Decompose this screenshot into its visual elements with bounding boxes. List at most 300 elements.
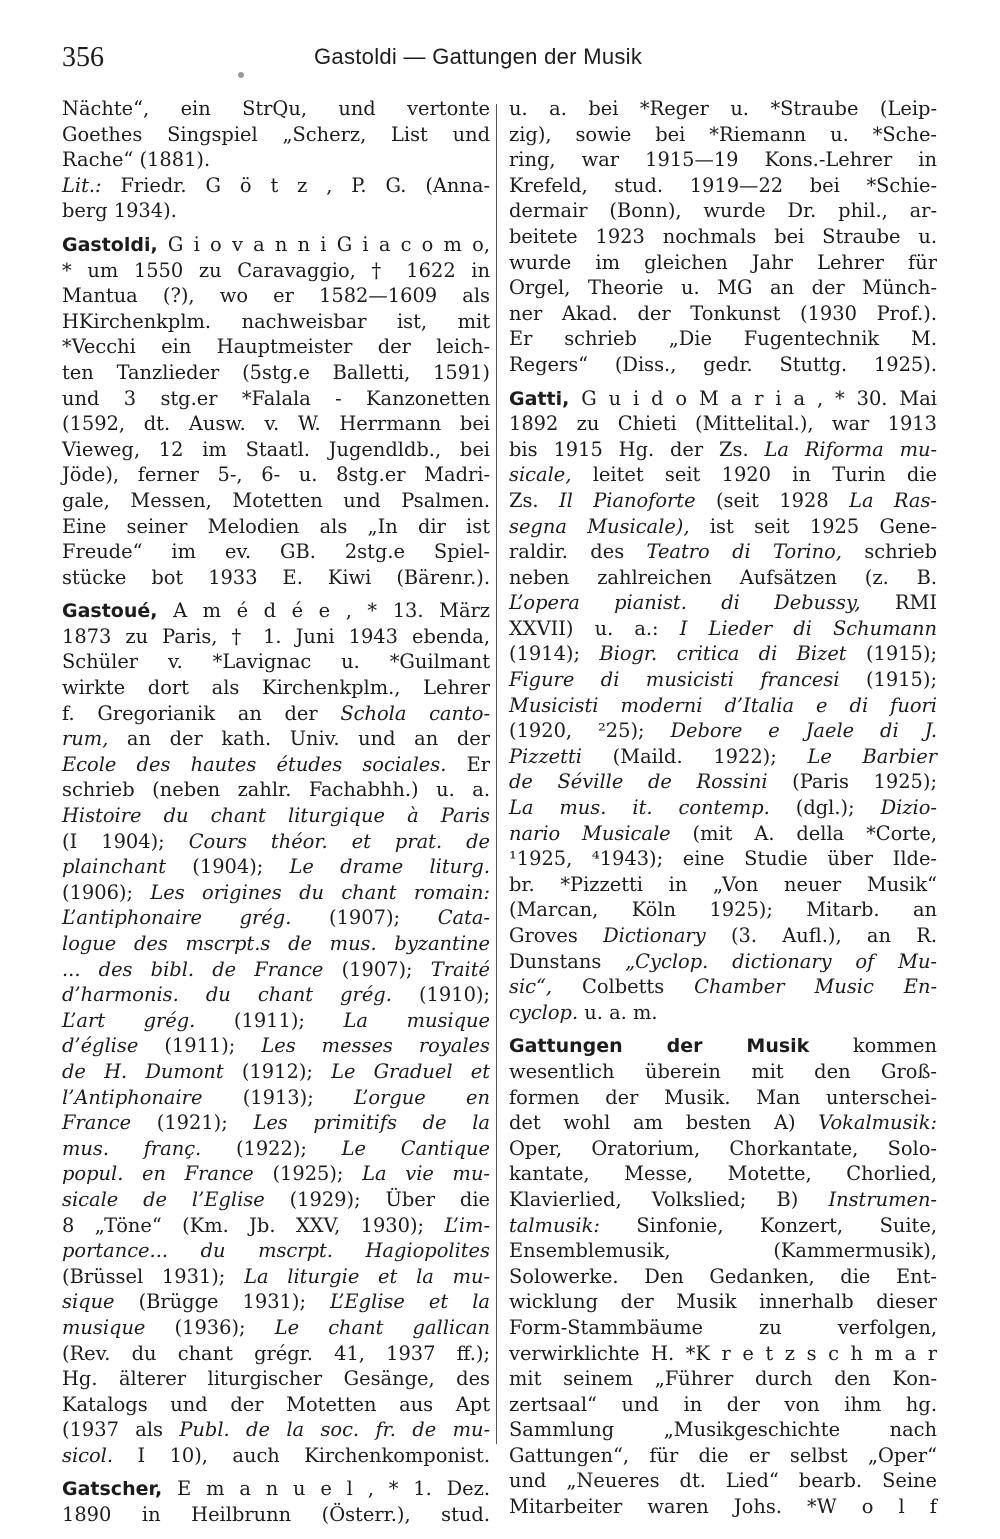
italic-title: Figure di musicisti francesi: [509, 668, 840, 692]
text-line: [509, 1443, 937, 1469]
text-run: (1937 als: [62, 1418, 180, 1442]
italic-title: talmusik:: [509, 1213, 600, 1237]
text-run: berg 1934).: [62, 199, 177, 223]
text-run: leitet seit 1920 in Turin die: [571, 463, 937, 487]
italic-title: La musique: [343, 1008, 490, 1032]
text-line: [62, 411, 490, 437]
text-run: Groves: [509, 924, 604, 947]
text-line: [509, 1161, 937, 1187]
text-run: (Paris 1925);: [767, 770, 937, 794]
text-run: und „Neueres dt. Lied“ bearb. Seine: [509, 1469, 937, 1493]
text-line: [62, 931, 490, 957]
text-line: [62, 1289, 490, 1315]
text-line: [509, 846, 937, 872]
text-run: (1920, ²25);: [509, 719, 671, 743]
italic-title: Biogr. critica di Bizet: [599, 642, 847, 666]
entry-headword: Gastoldi,: [62, 233, 158, 256]
text-line: [62, 1187, 490, 1213]
italic-title: Le chant gallican: [274, 1315, 491, 1339]
text-line: [62, 1476, 490, 1502]
text-run: Goethes Singspiel „Scherz, List und: [62, 122, 490, 146]
entry-headword: Gatscher,: [62, 1478, 163, 1501]
text-line: [62, 283, 490, 309]
text-line: [62, 803, 490, 829]
text-line: [509, 1417, 937, 1443]
text-run: Dunstans: [509, 949, 626, 973]
text-line: [62, 309, 490, 335]
text-run: Regers“ (Diss., gedr. Stuttg. 1925).: [509, 352, 937, 376]
text-run: Er schrieb „Die Fugentechnik M.: [509, 327, 937, 351]
text-line: [62, 1341, 490, 1367]
right-column: [509, 96, 937, 1520]
text-run: (1911);: [138, 1034, 262, 1058]
text-run: raldir. des: [509, 540, 647, 564]
italic-title: sicol.: [62, 1443, 114, 1467]
italic-title: Schola canto-: [340, 701, 490, 725]
italic-title: Lit.:: [62, 173, 102, 197]
italic-title: Ecole des hautes études sociales.: [62, 752, 447, 776]
italic-title: Le Cantique: [341, 1136, 490, 1160]
text-run: (1913);: [202, 1085, 355, 1109]
text-line: [62, 1366, 490, 1392]
italic-title: La liturgie et la mu-: [244, 1264, 490, 1288]
text-line: [509, 1059, 937, 1085]
italic-title: Teatro di Torino,: [646, 540, 842, 564]
italic-title: l’Antiphonaire: [62, 1085, 203, 1109]
entry-headword: Gastoué,: [62, 600, 158, 623]
text-line: [62, 1238, 490, 1264]
print-speck: [238, 72, 244, 78]
text-line: [62, 96, 490, 122]
text-run: (1906);: [62, 880, 151, 904]
italic-title: L’opera pianist. di Debussy,: [509, 591, 861, 615]
page-number: 356: [62, 42, 104, 73]
text-line: [509, 301, 937, 327]
text-run: (Rev. du chant grégr. 41, 1937 ff.);: [62, 1341, 490, 1365]
italic-title: La mus. it. contemp.: [509, 796, 770, 820]
text-run: (1592, dt. Ausw. v. W. Herrmann bei: [62, 412, 490, 436]
text-run: Friedr. G ö t z , P. G. (Anna-: [101, 173, 490, 197]
text-line: [509, 667, 937, 693]
italic-title: Dictionary: [603, 924, 706, 947]
text-line: [509, 1187, 937, 1213]
text-run: * um 1550 zu Caravaggio, † 1622 in: [62, 258, 490, 282]
text-run: (1915);: [839, 668, 937, 692]
italic-title: d’église: [62, 1034, 139, 1058]
text-run: an der kath. Univ. und an der: [108, 727, 490, 751]
italic-title: Le Graduel et: [331, 1059, 490, 1083]
text-run: ist seit 1925 Gene-: [689, 514, 937, 538]
italic-title: Instrumen-: [828, 1187, 937, 1211]
text-run: ring, war 1915—19 Kons.-Lehrer in: [509, 148, 937, 172]
italic-title: Vokalmusik:: [818, 1111, 937, 1135]
text-run: (1907);: [323, 957, 431, 981]
text-line: [509, 1213, 937, 1239]
text-run: Sammlung „Musikgeschichte nach: [509, 1418, 937, 1442]
text-run: ¹1925, ⁴1943); eine Studie über Ilde-: [509, 847, 937, 871]
text-run: formen der Musik. Man unterschei-: [509, 1085, 937, 1109]
text-line: [62, 1136, 490, 1162]
text-run: (1936);: [145, 1315, 275, 1339]
italic-title: sic“,: [509, 975, 553, 999]
text-run: f. Gregorianik an der: [62, 701, 341, 725]
text-run: (Marcan, Köln 1925); Mitarb. an: [509, 898, 937, 922]
text-line: [62, 675, 490, 701]
text-line: [509, 514, 937, 540]
text-run: wicklung der Musik innerhalb dieser: [509, 1290, 937, 1314]
italic-title: Les primitifs de la: [253, 1111, 490, 1135]
text-run: (dgl.);: [769, 796, 881, 820]
text-run: stücke bot 1933 E. Kiwi (Bärenr.).: [62, 565, 490, 589]
italic-title: Debore e Jaele di J.: [670, 719, 938, 743]
italic-title: Cours théor. et prat. de: [188, 829, 491, 853]
text-run: (1921);: [131, 1111, 254, 1135]
italic-title: Traité: [430, 957, 490, 981]
text-line: [509, 173, 937, 199]
entry-gap: [62, 590, 490, 598]
text-run: beitete 1923 nochmals bei Straube u.: [509, 224, 937, 248]
italic-title: Il Pianoforte: [558, 488, 696, 512]
text-line: [62, 539, 490, 565]
italic-title: cyclop.: [509, 1000, 579, 1024]
text-run: schrieb: [841, 540, 937, 564]
text-line: [62, 905, 490, 931]
text-line: [509, 795, 937, 821]
text-line: [62, 334, 490, 360]
text-line: [509, 250, 937, 276]
italic-title: „Cyclop. dictionary of Mu-: [625, 949, 937, 973]
italic-title: Publ. de la soc. fr. de mu-: [179, 1418, 490, 1442]
text-line: [509, 1033, 937, 1059]
text-run: (seit 1928: [695, 488, 850, 512]
text-run: Freude“ im ev. GB. 2stg.e Spiel-: [62, 540, 490, 564]
italic-title: Le drame liturg.: [289, 855, 490, 879]
italic-title: L’orgue en: [354, 1085, 490, 1109]
text-run: Rache“ (1881).: [62, 148, 211, 172]
text-run: wirkte dort als Kirchenkplm., Lehrer: [62, 676, 490, 700]
italic-title: Histoire du chant liturgique à Paris: [62, 804, 490, 828]
text-run: u. a. bei *Reger u. *Straube (Leip-: [509, 97, 937, 120]
text-line: [509, 1110, 937, 1136]
italic-title: musique: [62, 1315, 146, 1339]
left-column: [62, 96, 490, 1528]
entry-gap: [62, 1468, 490, 1476]
italic-title: I Lieder di Schumann: [679, 616, 937, 640]
running-title: Gastoldi — Gattungen der Musik: [314, 44, 643, 69]
text-run: Ensemblemusik, (Kammermusik),: [509, 1239, 937, 1263]
text-line: [509, 224, 937, 250]
text-line: [509, 1468, 937, 1494]
text-run: 1890 in Heilbrunn (Österr.), stud.: [62, 1503, 490, 1527]
text-line: [62, 726, 490, 752]
italic-title: d’harmonis. du chant grég.: [62, 983, 392, 1007]
text-line: [509, 147, 937, 173]
text-run: Eine seiner Melodien als „In dir ist: [62, 514, 490, 538]
text-line: [62, 777, 490, 803]
text-line: [62, 1161, 490, 1187]
text-run: Klavierlied, Volkslied; B): [509, 1187, 829, 1211]
text-line: [509, 769, 937, 795]
text-run: Zs.: [509, 488, 559, 512]
text-line: [62, 880, 490, 906]
text-run: I 10), auch Kirchenkomponist.: [113, 1443, 490, 1467]
text-run: neben zahlreichen Aufsätzen (z. B.: [509, 565, 937, 589]
text-run: Oper, Oratorium, Chorkantate, Solo-: [509, 1136, 937, 1160]
italic-title: sicale de l’Eglise: [62, 1187, 265, 1211]
text-line: [509, 641, 937, 667]
text-line: [509, 386, 937, 412]
text-run: *Vecchi ein Hauptmeister der leich-: [62, 335, 490, 359]
entry-gap: [62, 224, 490, 232]
text-run: Nächte“, ein StrQu, und vertonte: [62, 97, 490, 120]
text-line: [509, 897, 937, 923]
text-line: [62, 386, 490, 412]
text-run: HKirchenkplm. nachweisbar ist, mit: [62, 309, 490, 333]
text-run: (Brüssel 1931);: [62, 1264, 245, 1288]
text-run: Sinfonie, Konzert, Suite,: [599, 1213, 937, 1237]
text-line: [509, 1341, 937, 1367]
italic-title: popul. en France: [62, 1162, 254, 1186]
text-run: (1911);: [195, 1008, 344, 1032]
text-line: [62, 1059, 490, 1085]
text-run: bis 1915 Hg. der Zs.: [509, 437, 765, 461]
text-line: [62, 198, 490, 224]
text-run: Mitarbeiter waren Johs. *W o l f: [509, 1495, 937, 1519]
text-line: [62, 1264, 490, 1290]
text-line: [62, 1213, 490, 1239]
text-run: (1912);: [223, 1059, 332, 1083]
text-line: [509, 539, 937, 565]
text-run: Mantua (?), wo er 1582—1609 als: [62, 284, 490, 308]
text-line: [62, 565, 490, 591]
text-run: Form-Stammbäume zu verfolgen,: [509, 1315, 937, 1339]
text-line: [62, 649, 490, 675]
text-line: [509, 1085, 937, 1111]
italic-title: sique: [62, 1290, 115, 1314]
text-run: Krefeld, stud. 1919—22 bei *Schie-: [509, 173, 937, 197]
italic-title: Dizio-: [880, 796, 937, 820]
page-header: [62, 42, 942, 76]
text-run: kommen: [809, 1034, 938, 1058]
italic-title: Musicisti moderni d’Italia e di fuori: [509, 693, 937, 717]
text-run: ner Akad. der Tonkunst (1930 Prof.).: [509, 301, 937, 325]
italic-title: L’im-: [444, 1213, 490, 1237]
text-line: [509, 565, 937, 591]
text-line: [509, 411, 937, 437]
text-line: [509, 1289, 937, 1315]
text-run: kantate, Messe, Motette, Chorlied,: [509, 1162, 937, 1186]
text-run: dermair (Bonn), wurde Dr. phil., ar-: [509, 199, 937, 223]
text-run: Orgel, Theorie u. MG an der Münch-: [509, 276, 937, 300]
italic-title: portance... du mscrpt. Hagiopolites: [62, 1239, 490, 1263]
text-line: [509, 488, 937, 514]
italic-title: Les messes royales: [261, 1034, 490, 1058]
text-run: det wohl am besten A): [509, 1111, 819, 1135]
text-run: RMI: [860, 591, 937, 615]
text-run: Er: [446, 752, 490, 776]
text-line: [509, 923, 937, 949]
entry-gap: [509, 378, 937, 386]
italic-title: de Séville de Rossini: [509, 770, 768, 794]
text-run: mit seinem „Führer durch den Kon-: [509, 1367, 937, 1391]
text-line: [509, 744, 937, 770]
text-run: (I 1904);: [62, 829, 189, 853]
text-run: G i o v a n n i G i a c o m o,: [157, 232, 490, 256]
text-run: verwirklichte H. *K r e t z s c h m a r: [509, 1341, 937, 1365]
italic-title: Pizzetti: [509, 744, 582, 768]
text-line: [509, 1315, 937, 1341]
text-line: [62, 122, 490, 148]
text-line: [62, 1008, 490, 1034]
text-line: [509, 1136, 937, 1162]
text-line: [62, 752, 490, 778]
text-line: [62, 624, 490, 650]
text-run: Jöde), ferner 5-, 6- u. 8stg.er Madri-: [62, 463, 490, 487]
text-line: [509, 590, 937, 616]
text-run: E m a n u e l , * 1. Dez.: [162, 1477, 490, 1501]
text-line: [509, 462, 937, 488]
italic-title: La vie mu-: [362, 1162, 490, 1186]
text-line: [62, 1502, 490, 1528]
text-run: (1922);: [201, 1136, 342, 1160]
text-line: [62, 1315, 490, 1341]
text-run: und 3 stg.er *Falala - Kanzonetten: [62, 386, 490, 410]
text-run: u. a. m.: [578, 1000, 658, 1024]
text-run: (1910);: [391, 983, 490, 1007]
italic-title: mus. franç.: [62, 1136, 202, 1160]
text-run: zertsaal“ und in der von ihm hg.: [509, 1392, 937, 1416]
entry-gap: [509, 1025, 937, 1033]
text-run: (1904);: [166, 855, 290, 879]
text-run: 1892 zu Chieti (Mittelital.), war 1913: [509, 412, 937, 436]
italic-title: France: [62, 1111, 132, 1135]
text-run: (Maild. 1922);: [581, 744, 808, 768]
text-line: [509, 352, 937, 378]
text-line: [509, 1000, 937, 1026]
italic-title: plainchant: [62, 855, 167, 879]
column-divider: [496, 104, 497, 1444]
text-line: [62, 854, 490, 880]
entry-headword: Gatti,: [509, 387, 570, 410]
text-line: [62, 598, 490, 624]
italic-title: L’antiphonaire grég.: [62, 906, 292, 930]
text-line: [509, 326, 937, 352]
text-run: Colbetts: [552, 975, 695, 999]
text-line: [62, 258, 490, 284]
text-line: [62, 462, 490, 488]
text-line: [509, 198, 937, 224]
text-run: Solowerke. Den Gedanken, die Ent-: [509, 1264, 937, 1288]
italic-title: nario Musicale: [509, 821, 671, 845]
text-line: [509, 1366, 937, 1392]
text-line: [62, 957, 490, 983]
text-run: (1915);: [846, 642, 937, 666]
text-run: XXVII) u. a.:: [509, 616, 680, 640]
text-run: (Brügge 1931);: [114, 1290, 331, 1314]
italic-title: La Ras-: [849, 488, 937, 512]
text-run: G u i d o M a r i a , * 30. Mai: [569, 386, 937, 410]
text-run: Gattungen“, für die er selbst „Oper“: [509, 1443, 937, 1467]
text-run: br. *Pizzetti in „Von neuer Musik“: [509, 872, 937, 896]
text-line: [509, 96, 937, 122]
text-run: schrieb (neben zahlr. Fachabhh.) u. a.: [62, 778, 490, 802]
text-line: [62, 1443, 490, 1469]
text-line: [509, 872, 937, 898]
text-run: Hg. älterer liturgischer Gesänge, des: [62, 1367, 490, 1391]
italic-title: L’Eglise et la: [330, 1290, 490, 1314]
text-line: [509, 949, 937, 975]
text-run: (1925);: [253, 1162, 363, 1186]
text-line: [62, 701, 490, 727]
text-run: Katalogs und der Motetten aus Apt: [62, 1392, 490, 1416]
text-line: [62, 232, 490, 258]
text-line: [509, 1238, 937, 1264]
text-run: 1873 zu Paris, † 1. Juni 1943 ebenda,: [62, 624, 490, 648]
italic-title: L’art grég.: [62, 1008, 196, 1032]
text-run: wurde im gleichen Jahr Lehrer für: [509, 250, 937, 274]
text-line: [62, 488, 490, 514]
text-line: [509, 693, 937, 719]
text-run: (1929); Über die: [264, 1187, 490, 1211]
italic-title: Les origines du chant romain:: [150, 880, 490, 904]
text-line: [62, 829, 490, 855]
text-run: (1907);: [291, 906, 438, 930]
italic-title: de H. Dumont: [62, 1059, 224, 1083]
text-line: [509, 718, 937, 744]
text-line: [509, 1494, 937, 1520]
italic-title: Cata-: [437, 906, 490, 930]
text-line: [62, 1110, 490, 1136]
text-line: [509, 122, 937, 148]
text-line: [509, 437, 937, 463]
text-line: [62, 437, 490, 463]
text-line: [62, 1033, 490, 1059]
text-run: A m é d é e , * 13. März: [157, 599, 490, 623]
text-line: [62, 982, 490, 1008]
italic-title: segna Musicale),: [509, 514, 690, 538]
text-line: [509, 616, 937, 642]
text-line: [62, 1417, 490, 1443]
text-line: [62, 360, 490, 386]
text-line: [509, 275, 937, 301]
italic-title: Le Barbier: [807, 744, 937, 768]
text-line: [62, 514, 490, 540]
text-run: (1914);: [509, 642, 600, 666]
text-run: (mit A. della *Corte,: [670, 821, 937, 845]
italic-title: rum,: [62, 727, 109, 751]
italic-title: ... des bibl. de France: [62, 957, 324, 981]
text-line: [509, 821, 937, 847]
text-line: [62, 147, 490, 173]
text-line: [62, 173, 490, 199]
text-run: ten Tanzlieder (5stg.e Balletti, 1591): [62, 360, 490, 384]
text-line: [509, 1264, 937, 1290]
text-run: (3. Aufl.), an R.: [705, 924, 937, 947]
text-run: 8 „Töne“ (Km. Jb. XXV, 1930);: [62, 1213, 445, 1237]
text-run: wesentlich überein mit den Groß-: [509, 1059, 937, 1083]
italic-title: Chamber Music En-: [694, 975, 937, 999]
italic-title: sicale,: [509, 463, 572, 487]
entry-headword: Gattungen der Musik: [509, 1035, 810, 1058]
text-line: [509, 974, 937, 1000]
text-line: [509, 1392, 937, 1418]
text-run: zig), sowie bei *Riemann u. *Sche-: [509, 122, 937, 146]
italic-title: logue des mscrpt.s de mus. byzantine: [62, 932, 490, 955]
text-run: gale, Messen, Motetten und Psalmen.: [62, 488, 490, 512]
text-run: Vieweg, 12 im Staatl. Jugendldb., bei: [62, 437, 490, 461]
text-line: [62, 1085, 490, 1111]
text-run: Schüler v. *Lavignac u. *Guilmant: [62, 650, 490, 674]
